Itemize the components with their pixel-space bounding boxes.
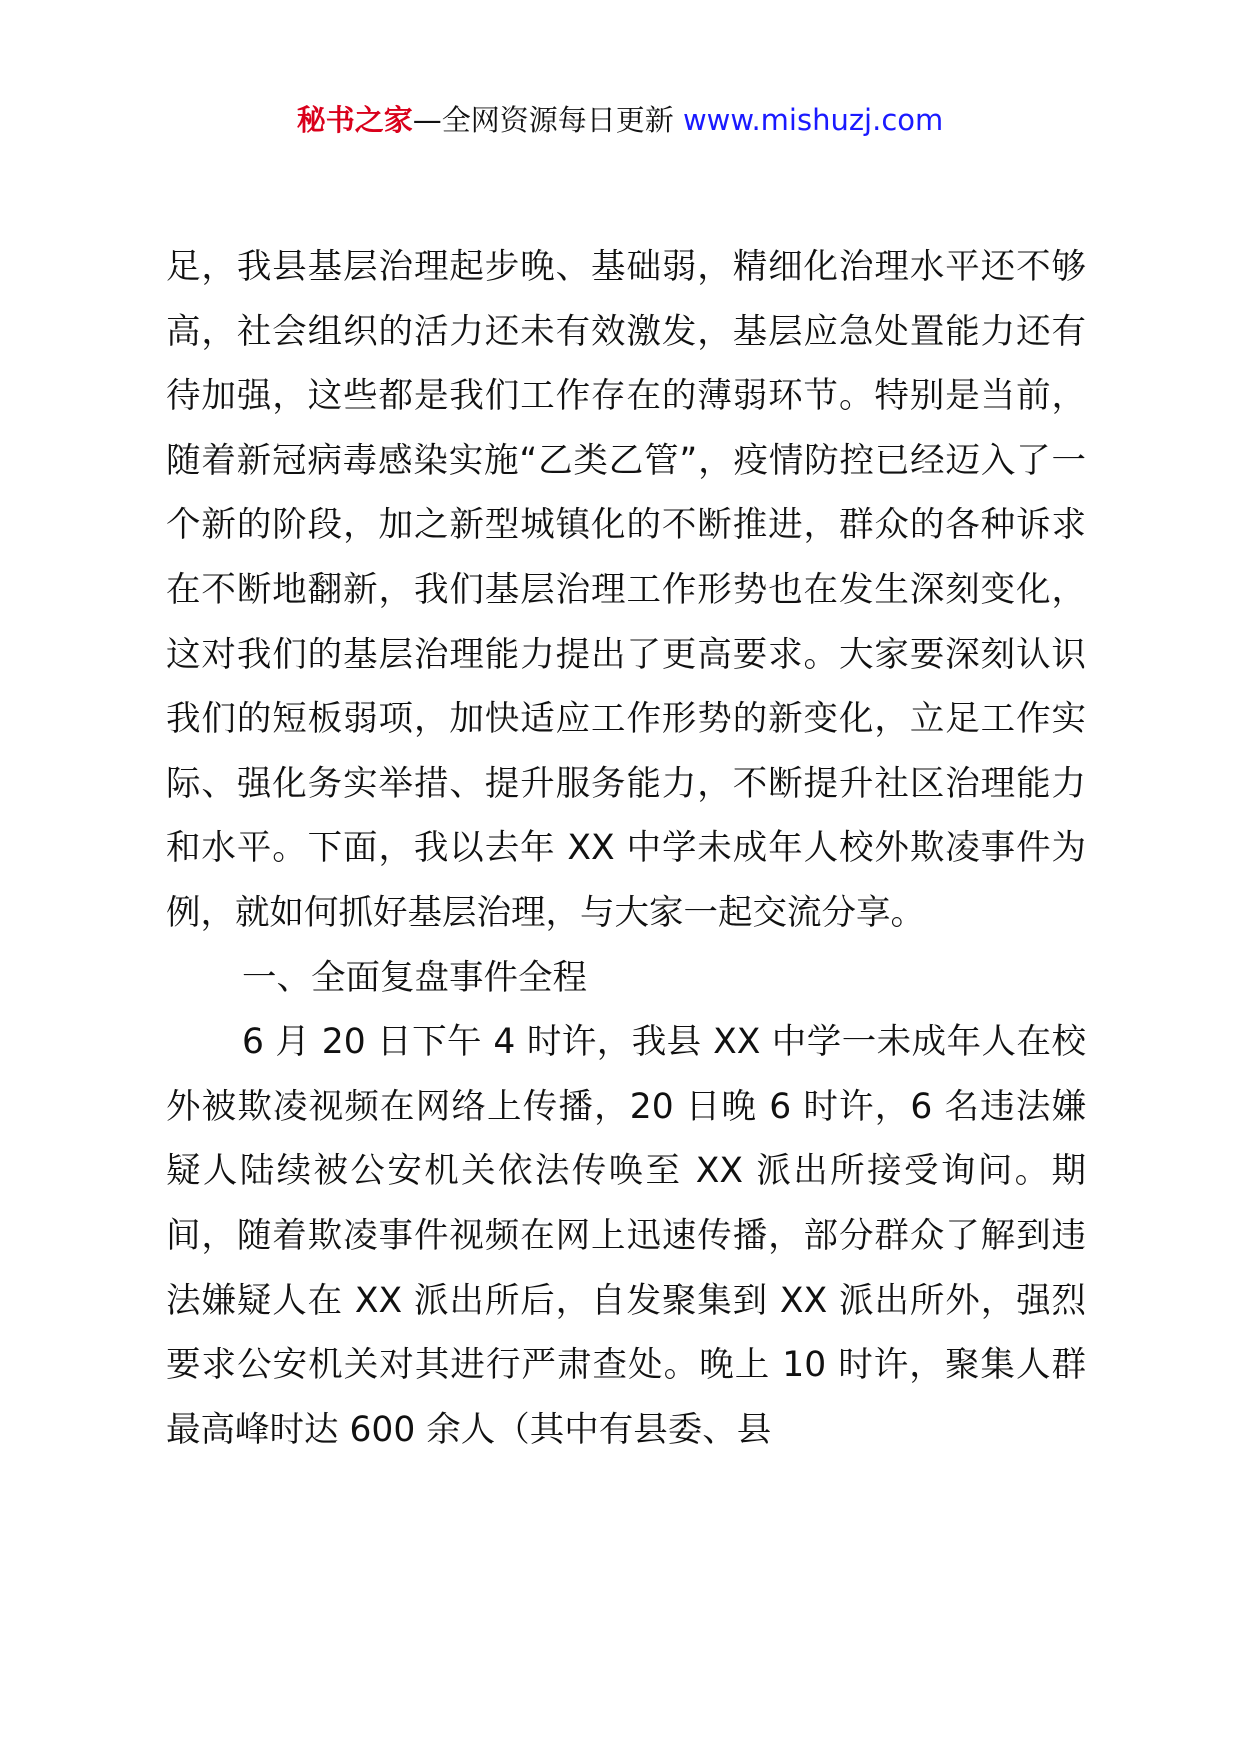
body-paragraph-continuation: 足，我县基层治理起步晚、基础弱，精细化治理水平还不够高，社会组织的活力还未有效激发，基层应急处置能力还有待加强，这些都是我们工作存在的薄弱环节。特别是当前，随着新冠病毒感染实施“乙类乙管”，疫情防控已经迈入了一个新的阶段，加之新型城镇化的不断推进，群众的各种诉求在不断地翻新，我们基层治理工作形势也在发生深刻变化，这对我们的基层治理能力提出了更高要求。大家要深刻认识我们的短板弱项，加快适应工作形势的新变化，立足工作实际、强化务实举措、提升服务能力，不断提升社区治理能力和水平。下面，我以去年 XX 中学未成年人校外欺凌事件为例，就如何抓好基层治理，与大家一起交流分享。: [166, 247, 1086, 933]
section-heading: 一、全面复盘事件全程: [242, 957, 587, 998]
document-body: [166, 235, 1086, 1462]
page-header: [0, 100, 1240, 140]
site-tagline: —全网资源每日更新: [412, 103, 674, 137]
body-paragraph-event: 6 月 20 日下午 4 时许，我县 XX 中学一未成年人在校外被欺凌视频在网络上传播，20 日晚 6 时许，6 名违法嫌疑人陆续被公安机关依法传唤至 XX 派出所接受询问。期间，随着欺凌事件视频在网上迅速传播，部分群众了解到违法嫌疑人在 XX 派出所后，自发聚集到 XX 派出所外，强烈要求公安机关对其进行严肃查处。晚上 10 时许，聚集人群最高峰时达 600 余人（其中有县委、县: [166, 1022, 1086, 1450]
site-brand: 秘书之家: [296, 103, 413, 137]
site-url-link[interactable]: www.mishuzj.com: [682, 103, 944, 137]
